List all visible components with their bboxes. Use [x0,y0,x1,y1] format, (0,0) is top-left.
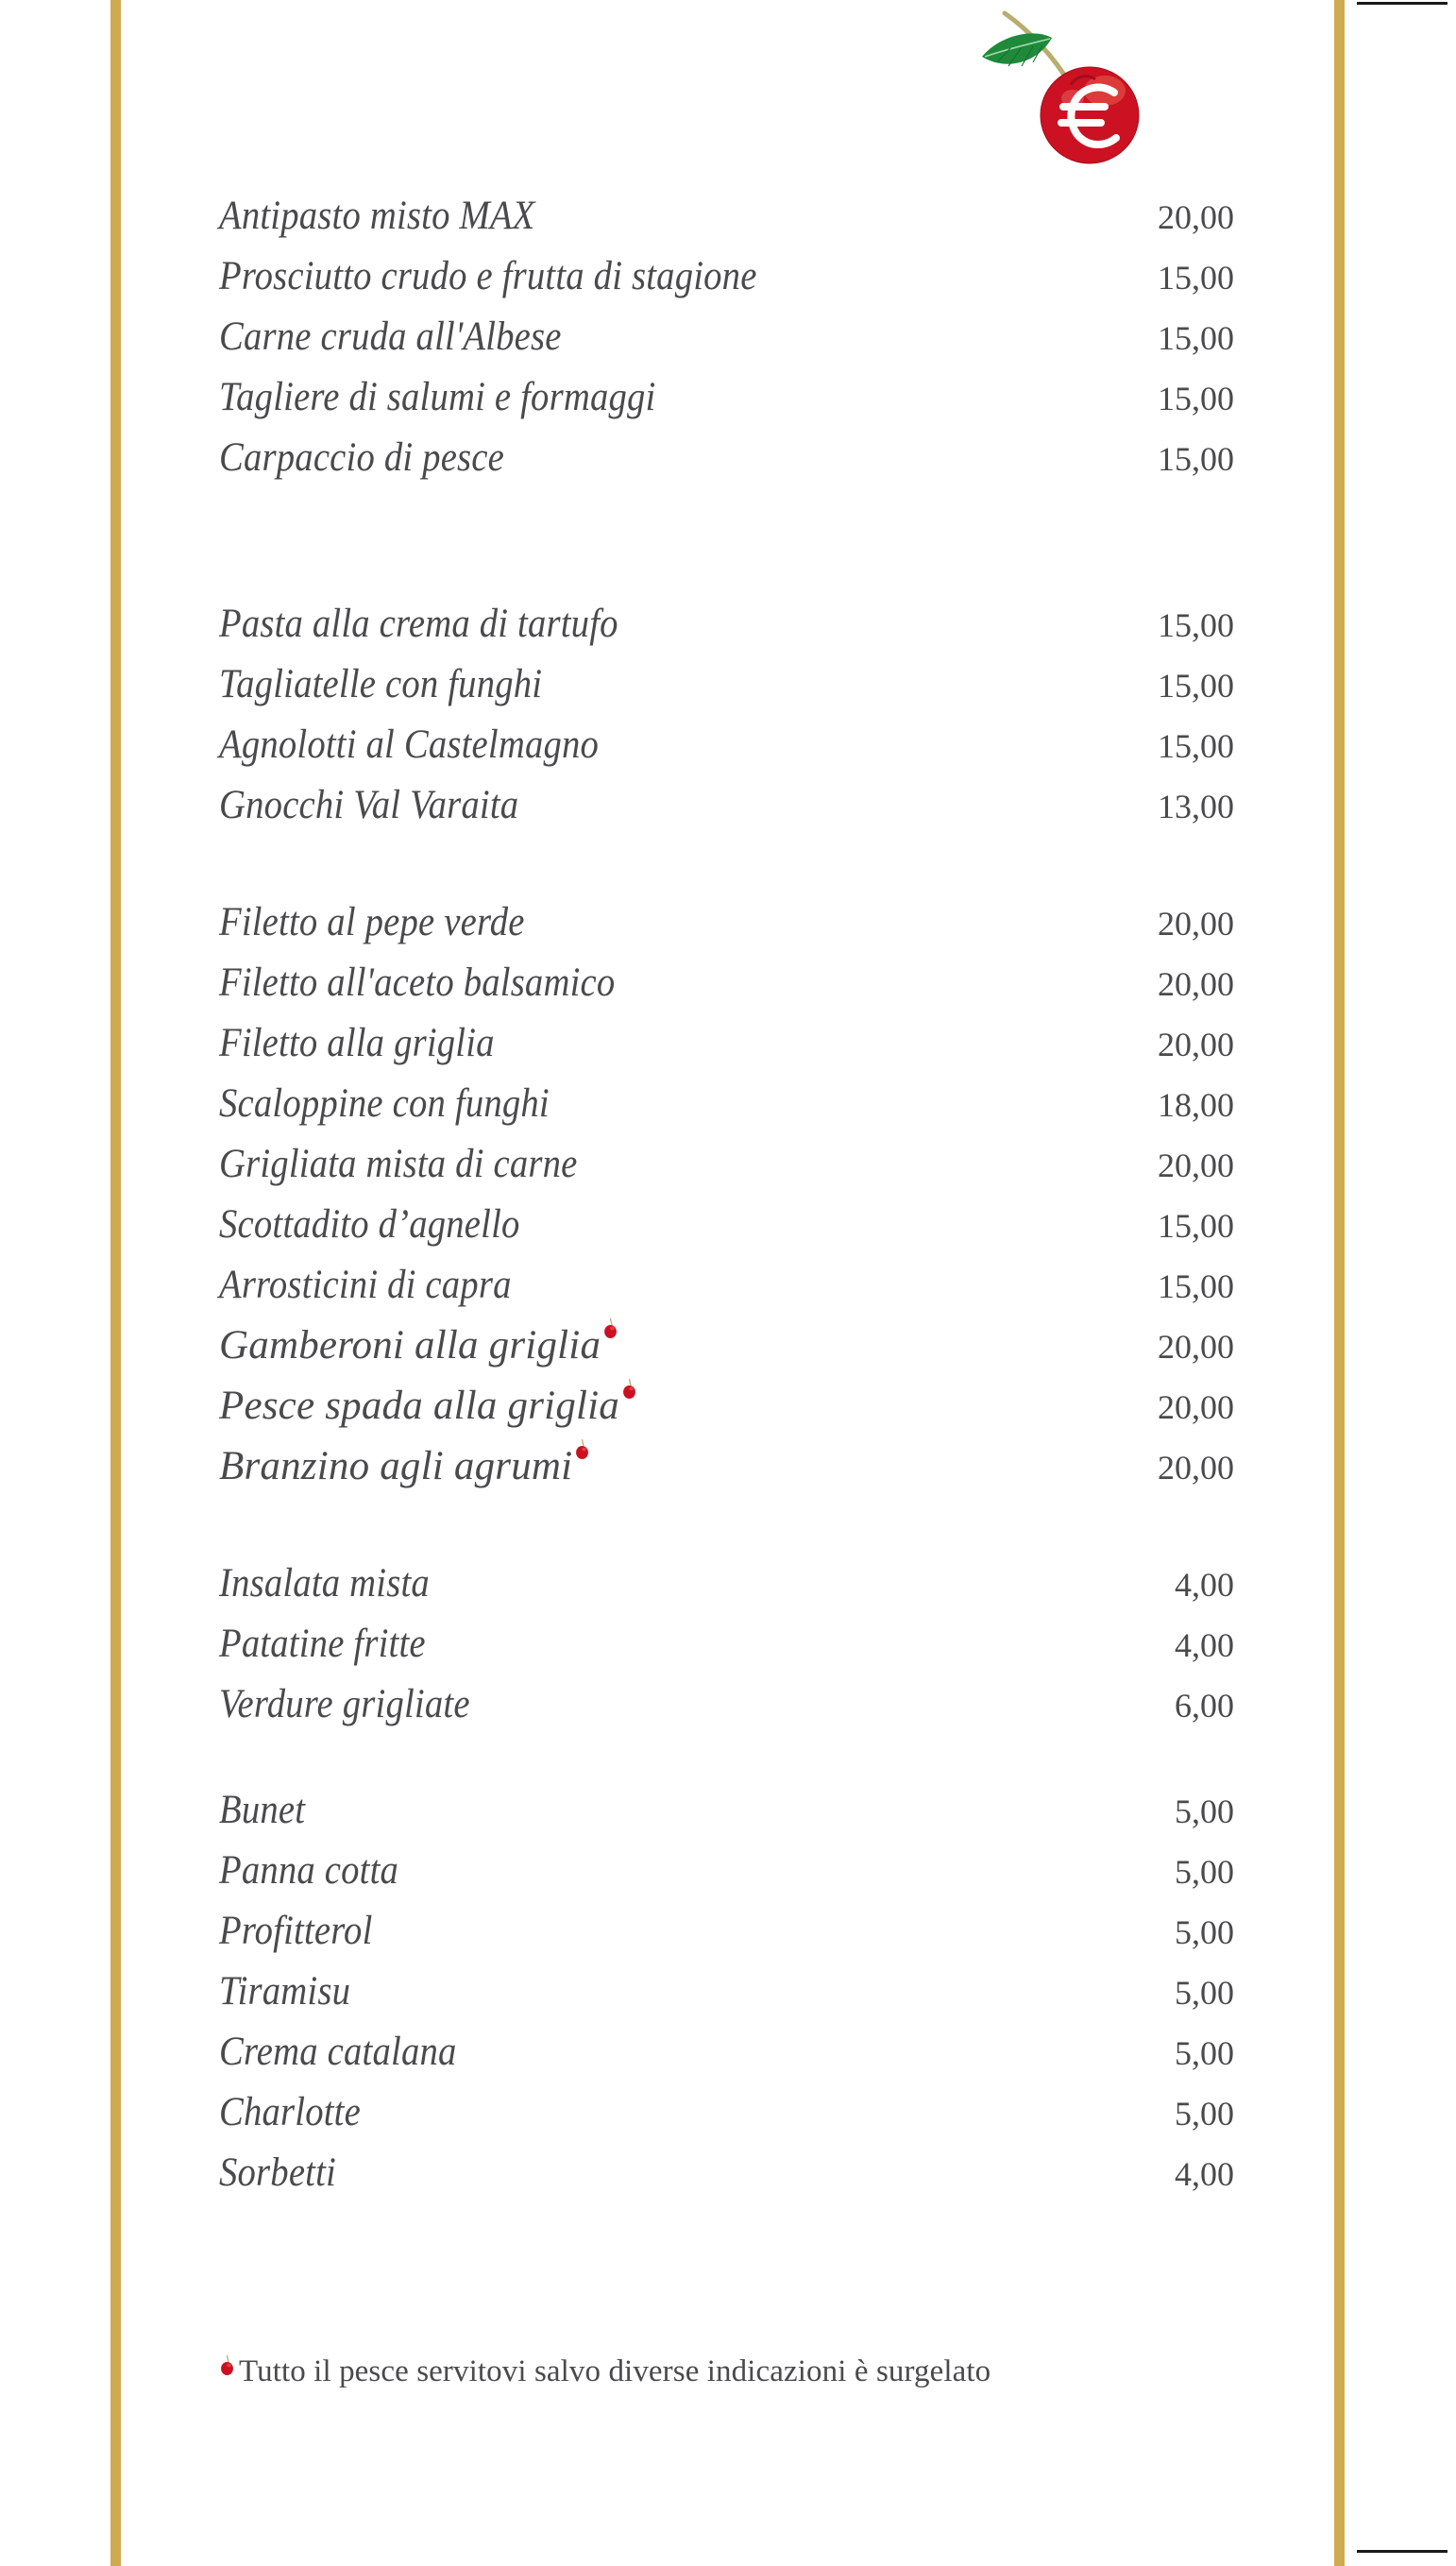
item-price: 4,00 [1175,2155,1234,2193]
item-name: Arrosticini di capra [219,1263,512,1307]
section-dolci [219,1790,1234,2213]
item-name: Gnocchi Val Varaita [219,783,519,827]
section-antipasti [219,195,1234,498]
item-name: Agnolotti al Castelmagno [219,722,600,767]
frozen-fish-cherry-icon [602,1318,618,1339]
item-name: Filetto alla griglia [219,1021,495,1065]
item-name: Pesce spada alla griglia [219,1384,620,1428]
item-name-wrap [219,1385,637,1426]
section-secondi [219,902,1234,1506]
menu-row [219,962,1234,1023]
item-price: 6,00 [1175,1687,1234,1725]
menu-row [219,1446,1234,1506]
section-gap [219,498,1234,603]
menu-row [219,2092,1234,2152]
item-price: 15,00 [1158,727,1234,765]
item-name: Bunet [219,1788,306,1832]
menu-row [219,1144,1234,1204]
menu-row [219,437,1234,498]
item-name: Filetto al pepe verde [219,900,525,944]
frozen-fish-cherry-icon [219,2355,235,2376]
menu-row [219,316,1234,377]
item-price: 13,00 [1158,788,1234,825]
item-name: Tiramisu [219,1969,351,2014]
item-price: 20,00 [1158,198,1234,236]
section-gap [219,845,1234,902]
item-name: Gamberoni alla griglia [219,1323,601,1368]
crop-mark-top-right [1357,2,1448,5]
menu-row [219,1850,1234,1911]
item-price: 15,00 [1158,440,1234,478]
menu-row [219,1684,1234,1744]
item-price: 5,00 [1175,2095,1234,2133]
item-name: Antipasto misto MAX [219,194,535,238]
item-name: Grigliata mista di carne [219,1142,578,1186]
item-name: Carne cruda all'Albese [219,314,562,359]
section-gap [219,1506,1234,1563]
item-price: 15,00 [1158,667,1234,705]
item-price: 5,00 [1175,2034,1234,2072]
left-gold-rule [110,0,121,2566]
item-price: 20,00 [1158,1328,1234,1366]
item-price: 5,00 [1175,1793,1234,1830]
item-name: Prosciutto crudo e frutta di stagione [219,254,757,298]
item-price: 20,00 [1158,1026,1234,1063]
section-primi [219,603,1234,845]
item-price: 15,00 [1158,380,1234,417]
item-name-wrap [219,1325,618,1366]
menu-row [219,724,1234,785]
menu-row [219,1790,1234,1850]
item-price: 15,00 [1158,319,1234,357]
item-price: 15,00 [1158,259,1234,297]
item-name: Crema catalana [219,2030,457,2074]
footnote-text: Tutto il pesce servitovi salvo diverse indicazioni è surgelato [239,2354,991,2388]
menu-row [219,1623,1234,1684]
cherry-euro-logo [973,4,1143,178]
item-name-wrap [219,1446,590,1487]
item-price: 20,00 [1158,905,1234,943]
menu-row [219,1911,1234,1971]
frozen-fish-footnote [219,2356,990,2388]
item-name: Filetto all'aceto balsamico [219,960,616,1005]
frozen-fish-cherry-icon [621,1379,637,1400]
item-name: Profitterol [219,1909,373,1953]
item-name: Branzino agli agrumi [219,1444,573,1488]
item-price: 5,00 [1175,1913,1234,1951]
item-price: 15,00 [1158,1267,1234,1305]
menu-row [219,603,1234,664]
menu-row [219,1563,1234,1623]
item-name: Charlotte [219,2090,361,2134]
menu-row [219,256,1234,316]
item-price: 4,00 [1175,1566,1234,1604]
item-name: Scaloppine con funghi [219,1081,550,1126]
section-gap [219,1744,1234,1790]
item-name: Panna cotta [219,1848,399,1893]
item-name: Tagliatelle con funghi [219,662,543,706]
item-price: 20,00 [1158,1388,1234,1426]
menu-row [219,1204,1234,1265]
item-price: 15,00 [1158,1207,1234,1245]
item-name: Insalata mista [219,1561,430,1606]
menu-row [219,2152,1234,2213]
menu-row [219,195,1234,256]
item-price: 18,00 [1158,1086,1234,1124]
menu-row [219,902,1234,962]
menu-row [219,377,1234,437]
item-name: Scottadito d’agnello [219,1202,520,1247]
section-contorni [219,1563,1234,1744]
item-price: 5,00 [1175,1974,1234,2012]
item-name: Patatine fritte [219,1622,426,1666]
menu-row [219,1083,1234,1144]
item-name: Verdure grigliate [219,1682,470,1726]
menu-row [219,1971,1234,2031]
menu-row [219,1265,1234,1325]
menu-row [219,1385,1234,1446]
menu-row [219,2031,1234,2092]
item-name: Pasta alla crema di tartufo [219,602,618,646]
item-name: Sorbetti [219,2150,336,2195]
right-gold-rule [1334,0,1345,2566]
item-name: Tagliere di salumi e formaggi [219,375,656,419]
menu-row [219,1023,1234,1083]
item-price: 20,00 [1158,1147,1234,1184]
menu-row [219,785,1234,845]
menu-items [219,195,1234,2213]
crop-mark-bottom-right [1357,2550,1448,2553]
menu-row [219,664,1234,724]
item-price: 4,00 [1175,1626,1234,1664]
frozen-fish-cherry-icon [574,1439,590,1460]
item-price: 20,00 [1158,1449,1234,1487]
item-price: 15,00 [1158,606,1234,644]
item-name: Carpaccio di pesce [219,435,505,480]
menu-row [219,1325,1234,1385]
item-price: 20,00 [1158,965,1234,1003]
item-price: 5,00 [1175,1853,1234,1891]
